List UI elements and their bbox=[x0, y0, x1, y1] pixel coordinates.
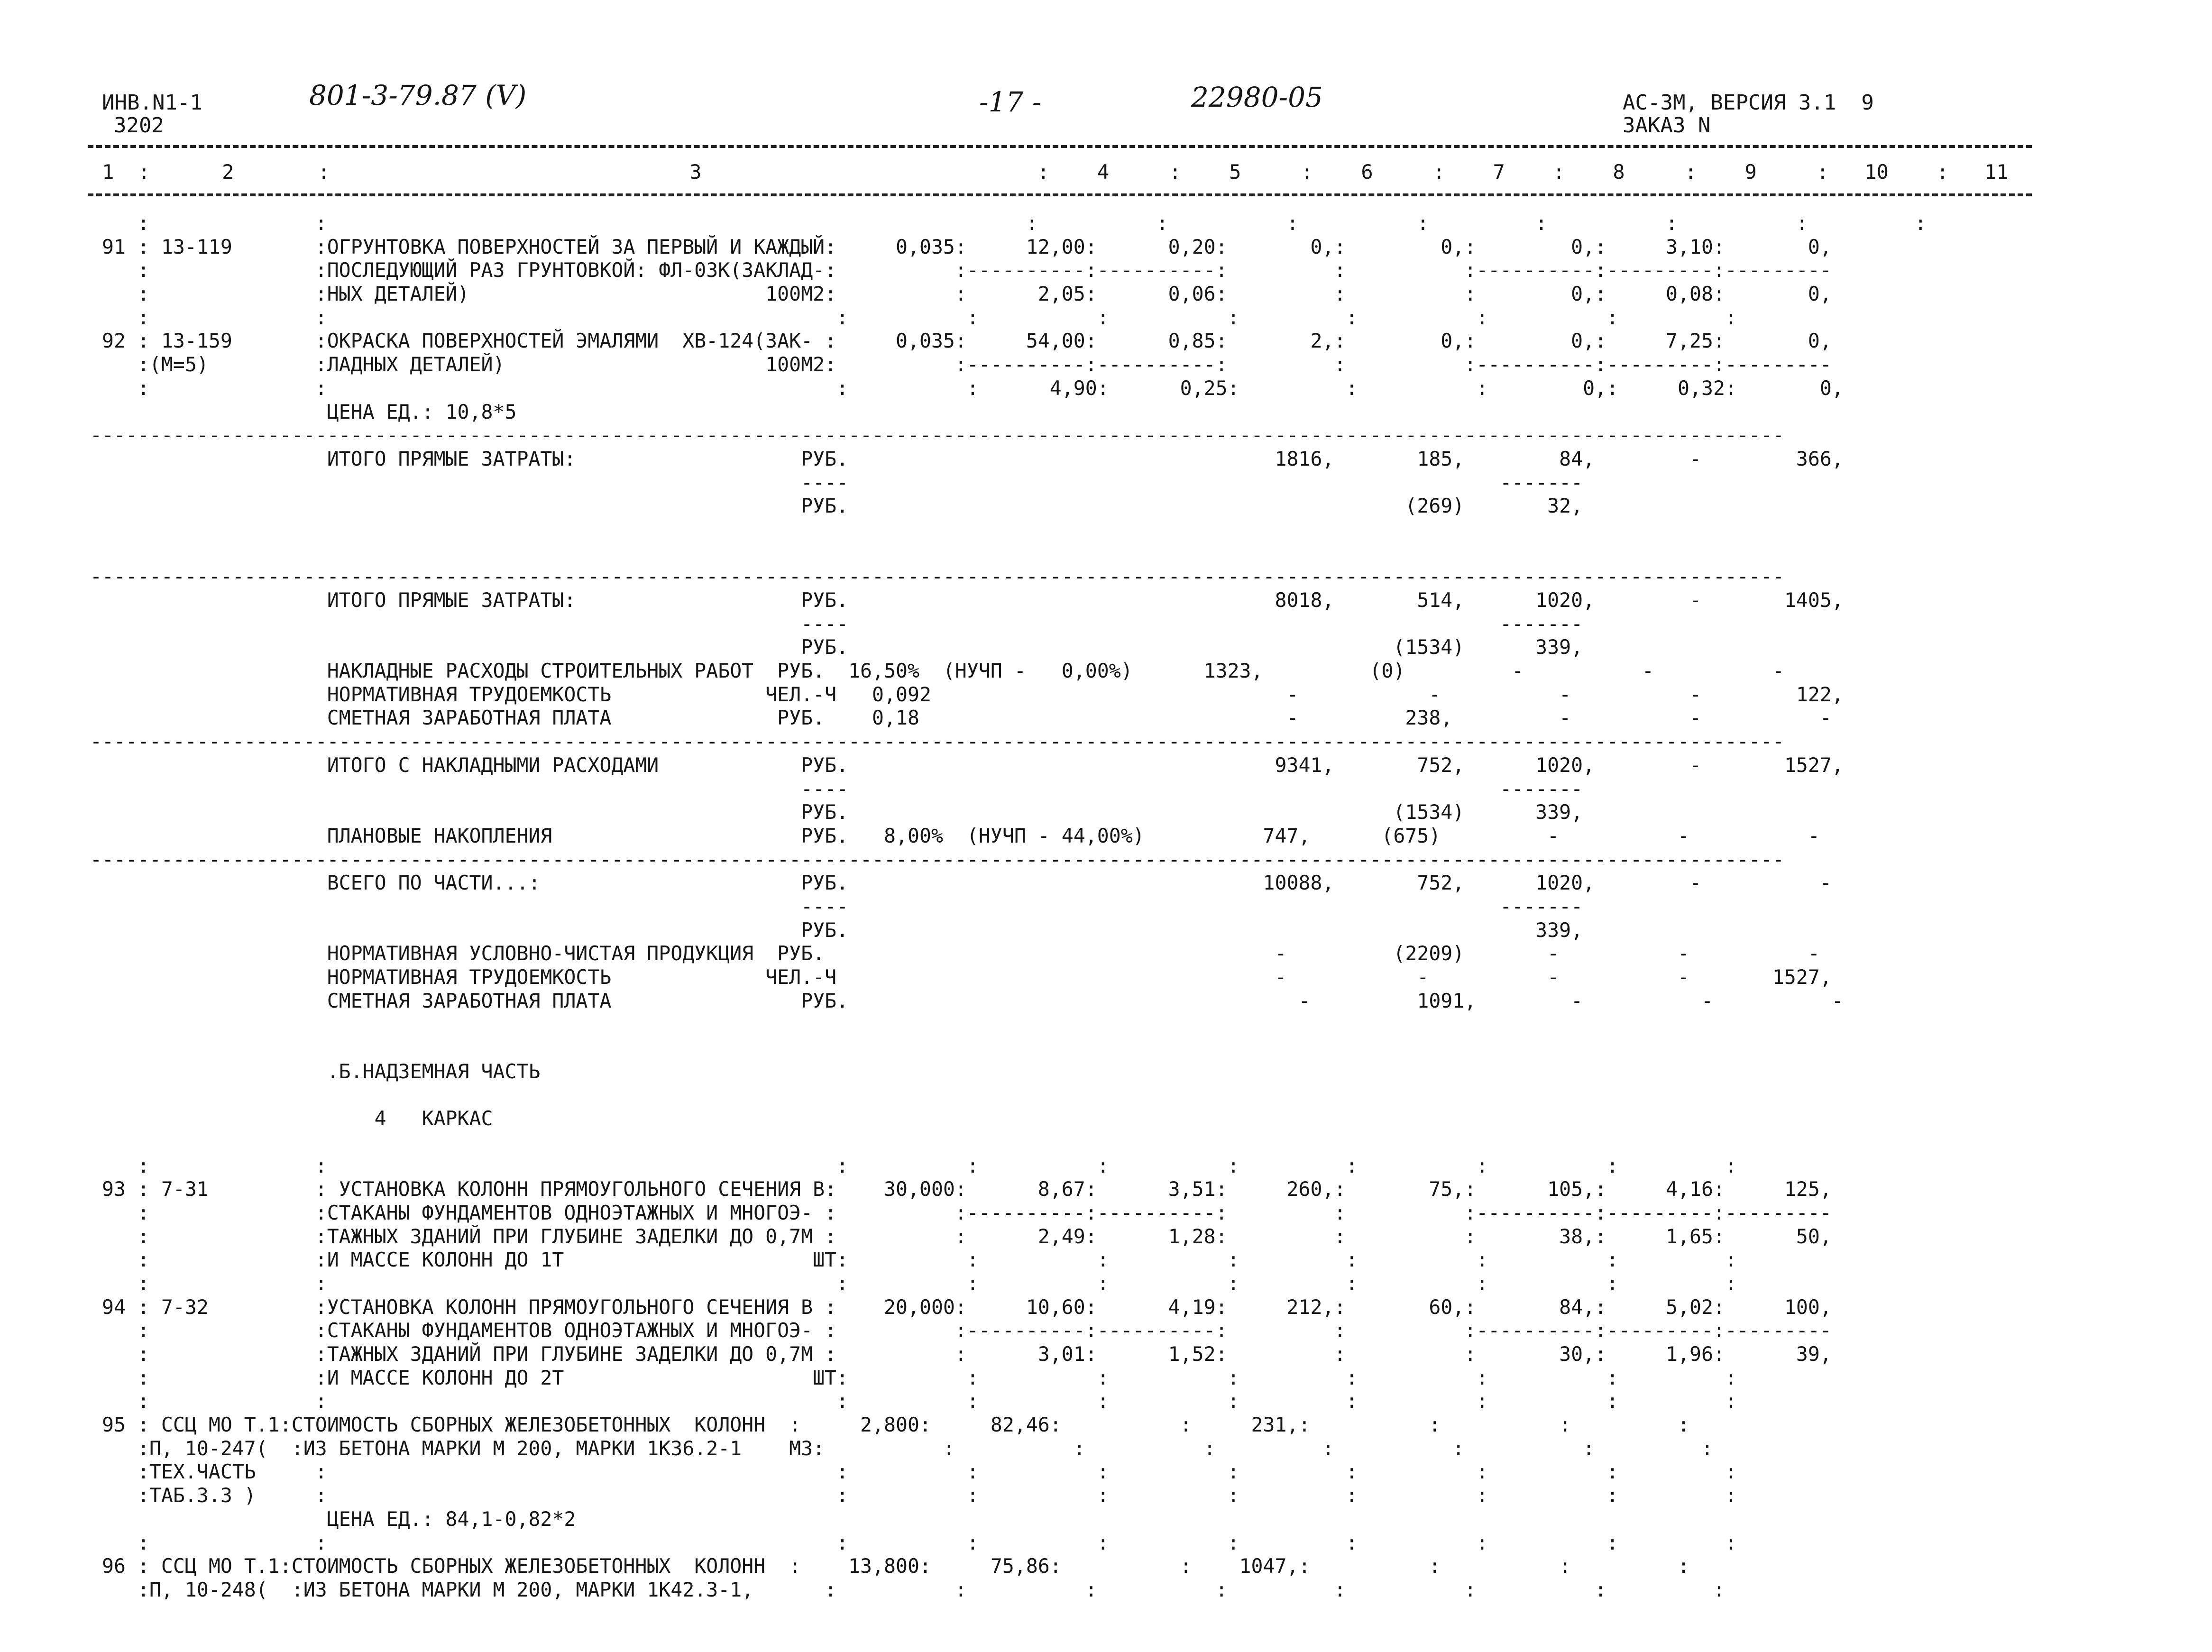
order-code: 22980-05 bbox=[1191, 81, 1323, 113]
document-code: 801-3-79.87 (V) bbox=[309, 79, 527, 111]
listing-line: : : : : 4,90: 0,25: : : 0,: 0,32: 0, bbox=[90, 376, 1844, 400]
listing-line: ----------------------------------------------------------------------------------------------------------------------------------------------- bbox=[90, 730, 1784, 753]
listing-line: ---- ------- bbox=[90, 612, 1583, 635]
listing-line: 91 : 13-119 :ОГРУНТОВКА ПОВЕРХНОСТЕЙ ЗА ПЕРВЫЙ И КАЖДЫЙ: 0,035: 12,00: 0,20: 0,: 0,: 0,: 3,10: 0, bbox=[90, 235, 1832, 258]
listing-line: ---- ------- bbox=[90, 894, 1583, 918]
inventory-number-2: 3202 bbox=[114, 113, 164, 138]
listing-line: :П, 10-247( :ИЗ БЕТОНА МАРКИ М 200, МАРКИ 1К36.2-1 М3: : : : : : : : bbox=[90, 1436, 1713, 1460]
column-header-row: 1 : 2 : 3 : 4 : 5 : 6 : 7 : 8 : 9 : 10 : 11 bbox=[90, 160, 2009, 184]
listing-line: 4 КАРКАС bbox=[90, 1107, 493, 1130]
listing-line: : : : : : : : : : : bbox=[90, 1271, 1737, 1295]
rule bbox=[88, 145, 2032, 148]
listing-line: : : : : : : : : : : bbox=[90, 305, 1737, 329]
listing-line: ----------------------------------------------------------------------------------------------------------------------------------------------- bbox=[90, 565, 1784, 588]
listing-line: : :НЫХ ДЕТАЛЕЙ) 100М2: : 2,05: 0,06: : : 0,: 0,08: 0, bbox=[90, 282, 1832, 306]
listing-line bbox=[90, 1012, 1927, 1036]
order-label: ЗАКАЗ N bbox=[1623, 113, 1711, 138]
listing-line: : :СТАКАНЫ ФУНДАМЕНТОВ ОДНОЭТАЖНЫХ И МНОГОЭ- : :----------:----------: : :----------:---------:--------- bbox=[90, 1319, 1832, 1342]
listing-line bbox=[90, 518, 1927, 541]
listing-line: : : : : : : : : : : bbox=[90, 1154, 1737, 1177]
listing-line: ---- ------- bbox=[90, 470, 1583, 494]
listing-line: :ТАБ.3.3 ) : : : : : : : : : bbox=[90, 1484, 1737, 1507]
listing-line: ЦЕНА ЕД.: 84,1-0,82*2 bbox=[90, 1507, 576, 1531]
listing-line: : :ПОСЛЕДУЮЩИЙ РАЗ ГРУНТОВКОЙ: ФЛ-03К(ЗАКЛАД-: :----------:----------: : :----------:---------:--------- bbox=[90, 258, 1832, 282]
inventory-number: ИНВ.N1-1 bbox=[102, 91, 202, 115]
listing-line: : : : : : : : : : : bbox=[90, 1389, 1737, 1413]
listing-line: 96 : ССЦ МО Т.1:СТОИМОСТЬ СБОРНЫХ ЖЕЛЕЗОБЕТОННЫХ КОЛОНН : 13,800: 75,86: : 1047,: : : : bbox=[90, 1554, 1689, 1578]
listing-line: .Б.НАДЗЕМНАЯ ЧАСТЬ bbox=[90, 1059, 541, 1083]
rule bbox=[88, 193, 2032, 196]
listing-line: ПЛАНОВЫЕ НАКОПЛЕНИЯ РУБ. 8,00% (НУЧП - 44,00%) 747, (675) - - - bbox=[90, 824, 1820, 847]
listing-line: РУБ. (1534) 339, bbox=[90, 635, 1583, 659]
listing-line: :(М=5) :ЛАДНЫХ ДЕТАЛЕЙ) 100М2: :----------:----------: : :----------:---------:--------- bbox=[90, 353, 1832, 376]
listing-line: : :СТАКАНЫ ФУНДАМЕНТОВ ОДНОЭТАЖНЫХ И МНОГОЭ- : :----------:----------: : :----------:---------:--------- bbox=[90, 1201, 1832, 1224]
estimate-listing bbox=[90, 211, 1927, 1602]
listing-line: 94 : 7-32 :УСТАНОВКА КОЛОНН ПРЯМОУГОЛЬНОГО СЕЧЕНИЯ В : 20,000: 10,60: 4,19: 212,: 60,: 84,: 5,02: 100, bbox=[90, 1295, 1832, 1319]
listing-line: 93 : 7-31 : УСТАНОВКА КОЛОНН ПРЯМОУГОЛЬНОГО СЕЧЕНИЯ В: 30,000: 8,67: 3,51: 260,: 75,: 105,: 4,16: 125, bbox=[90, 1177, 1832, 1201]
listing-line: :ТЕХ.ЧАСТЬ : : : : : : : : : bbox=[90, 1460, 1737, 1484]
listing-line: РУБ. (269) 32, bbox=[90, 494, 1583, 518]
listing-line: РУБ. 339, bbox=[90, 918, 1583, 942]
listing-line: НОРМАТИВНАЯ УСЛОВНО-ЧИСТАЯ ПРОДУКЦИЯ РУБ. - (2209) - - - bbox=[90, 942, 1820, 965]
listing-line: : :ТАЖНЫХ ЗДАНИЙ ПРИ ГЛУБИНЕ ЗАДЕЛКИ ДО 0,7М : : 3,01: 1,52: : : 30,: 1,96: 39, bbox=[90, 1342, 1832, 1366]
listing-line: : :И МАССЕ КОЛОНН ДО 2Т ШТ: : : : : : : : bbox=[90, 1366, 1737, 1389]
page-number: -17 - bbox=[979, 86, 1042, 118]
listing-line: : :И МАССЕ КОЛОНН ДО 1Т ШТ: : : : : : : : bbox=[90, 1248, 1737, 1272]
listing-line: ----------------------------------------------------------------------------------------------------------------------------------------------- bbox=[90, 423, 1784, 447]
listing-line: СМЕТНАЯ ЗАРАБОТНАЯ ПЛАТА РУБ. - 1091, - - - bbox=[90, 989, 1844, 1012]
listing-line: ИТОГО ПРЯМЫЕ ЗАТРАТЫ: РУБ. 8018, 514, 1020, - 1405, bbox=[90, 588, 1844, 612]
listing-line: НОРМАТИВНАЯ ТРУДОЕМКОСТЬ ЧЕЛ.-Ч 0,092 - - - - 122, bbox=[90, 682, 1844, 706]
listing-line: :П, 10-248( :ИЗ БЕТОНА МАРКИ М 200, МАРКИ 1К42.3-1, : : : : : : : : bbox=[90, 1578, 1725, 1601]
listing-line: : : : : : : : : : : bbox=[90, 211, 1927, 235]
listing-line: НАКЛАДНЫЕ РАСХОДЫ СТРОИТЕЛЬНЫХ РАБОТ РУБ. 16,50% (НУЧП - 0,00%) 1323, (0) - - - bbox=[90, 659, 1784, 683]
listing-line: ---- ------- bbox=[90, 777, 1583, 800]
program-version: АС-3М, ВЕРСИЯ 3.1 9 bbox=[1623, 91, 1874, 115]
listing-line bbox=[90, 1130, 1927, 1154]
listing-line: РУБ. (1534) 339, bbox=[90, 800, 1583, 824]
listing-line: : : : : : : : : : : bbox=[90, 1531, 1737, 1554]
listing-line: ЦЕНА ЕД.: 10,8*5 bbox=[90, 400, 517, 423]
listing-line: 92 : 13-159 :ОКРАСКА ПОВЕРХНОСТЕЙ ЭМАЛЯМИ ХВ-124(ЗАК- : 0,035: 54,00: 0,85: 2,: 0,: 0,: 7,25: 0, bbox=[90, 329, 1832, 353]
listing-line: СМЕТНАЯ ЗАРАБОТНАЯ ПЛАТА РУБ. 0,18 - 238, - - - bbox=[90, 706, 1832, 730]
listing-line bbox=[90, 1036, 1927, 1060]
listing-line: ВСЕГО ПО ЧАСТИ...: РУБ. 10088, 752, 1020, - - bbox=[90, 871, 1832, 895]
listing-line bbox=[90, 1083, 1927, 1107]
listing-line: ИТОГО ПРЯМЫЕ ЗАТРАТЫ: РУБ. 1816, 185, 84, - 366, bbox=[90, 447, 1844, 470]
listing-line bbox=[90, 541, 1927, 565]
listing-line: 95 : ССЦ МО Т.1:СТОИМОСТЬ СБОРНЫХ ЖЕЛЕЗОБЕТОННЫХ КОЛОНН : 2,800: 82,46: : 231,: : : : bbox=[90, 1413, 1689, 1437]
listing-line: НОРМАТИВНАЯ ТРУДОЕМКОСТЬ ЧЕЛ.-Ч - - - - 1527, bbox=[90, 965, 1832, 989]
listing-line: ----------------------------------------------------------------------------------------------------------------------------------------------- bbox=[90, 847, 1784, 871]
listing-line: : :ТАЖНЫХ ЗДАНИЙ ПРИ ГЛУБИНЕ ЗАДЕЛКИ ДО 0,7М : : 2,49: 1,28: : : 38,: 1,65: 50, bbox=[90, 1224, 1832, 1248]
listing-line: ИТОГО С НАКЛАДНЫМИ РАСХОДАМИ РУБ. 9341, 752, 1020, - 1527, bbox=[90, 753, 1844, 777]
